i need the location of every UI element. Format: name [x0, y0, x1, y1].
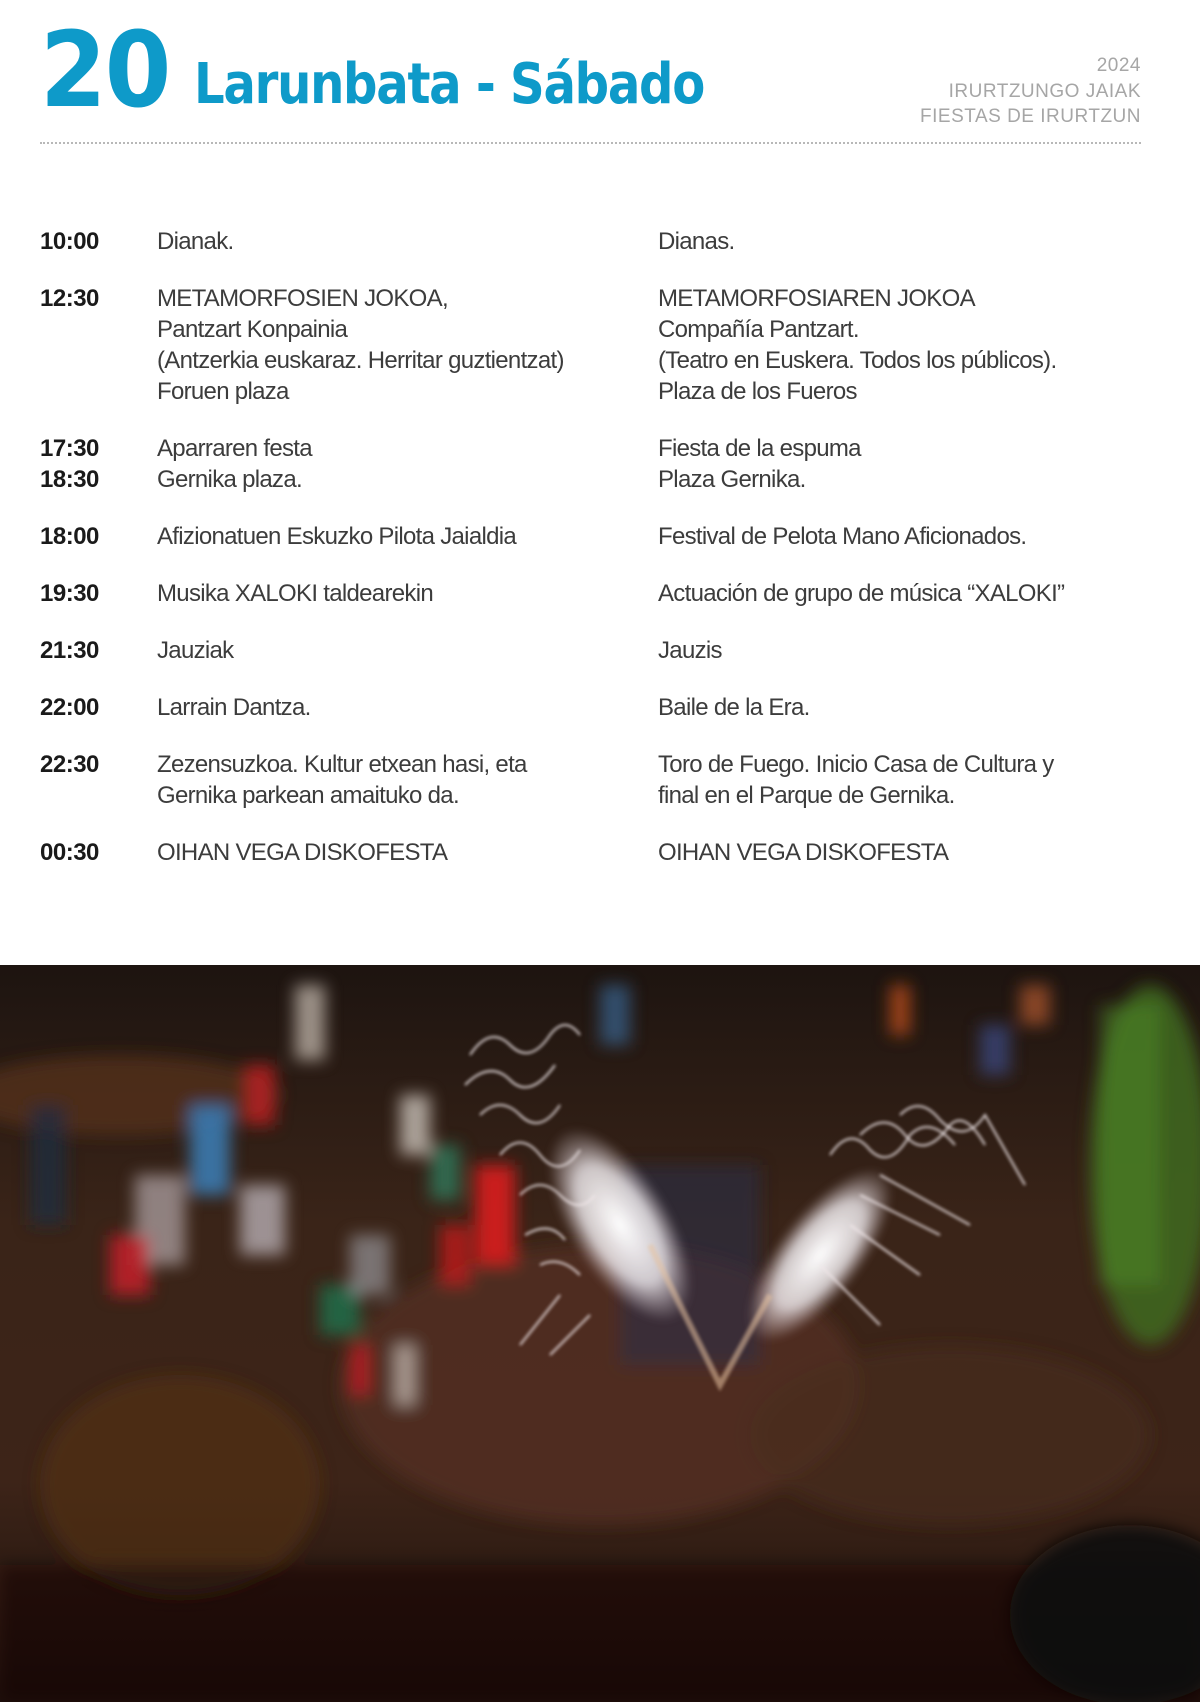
- schedule-entry: [0, 837, 1200, 868]
- description-line: Baile de la Era.: [658, 694, 810, 721]
- event-time: 19:30: [40, 580, 99, 607]
- event-time: 10:00: [40, 228, 99, 255]
- event-times: [40, 692, 140, 723]
- event-description-spanish: [658, 578, 1158, 609]
- event-description-basque: [157, 635, 627, 666]
- event-times: [40, 226, 140, 257]
- event-description-basque: [157, 226, 627, 257]
- event-times: [40, 635, 140, 666]
- event-times: [40, 283, 140, 314]
- event-description-basque: [157, 837, 627, 868]
- event-description-basque: [157, 433, 627, 495]
- description-line: Toro de Fuego. Inicio Casa de Cultura y: [658, 751, 1054, 778]
- event-description-spanish: [658, 837, 1158, 868]
- schedule-entry: [0, 635, 1200, 666]
- schedule-entry: [0, 692, 1200, 723]
- description-line: Foruen plaza: [157, 378, 289, 405]
- description-line: OIHAN VEGA DISKOFESTA: [157, 839, 448, 866]
- description-line: Afizionatuen Eskuzko Pilota Jaialdia: [157, 523, 517, 550]
- festival-title-spanish: FIESTAS DE IRURTZUN: [920, 106, 1141, 127]
- event-description-basque: [157, 749, 627, 811]
- event-times: [40, 749, 140, 780]
- description-line: Gernika parkean amaituko da.: [157, 782, 459, 809]
- firework-bull-crowd-photo: [0, 965, 1200, 1702]
- day-number: 20: [40, 9, 170, 131]
- description-line: METAMORFOSIAREN JOKOA: [658, 285, 975, 312]
- description-line: Gernika plaza.: [157, 466, 302, 493]
- description-line: Pantzart Konpainia: [157, 316, 348, 343]
- description-line: Plaza Gernika.: [658, 466, 806, 493]
- photo-illustration: [0, 965, 1200, 1702]
- event-times: [40, 433, 140, 495]
- event-description-spanish: [658, 433, 1158, 495]
- festival-title-basque: IRURTZUNGO JAIAK: [948, 80, 1141, 102]
- event-time: 18:30: [40, 466, 99, 493]
- description-line: Dianak.: [157, 228, 234, 255]
- event-description-spanish: [658, 226, 1158, 257]
- event-description-basque: [157, 692, 627, 723]
- event-description-spanish: [658, 521, 1158, 552]
- description-line: (Teatro en Euskera. Todos los públicos).: [658, 347, 1057, 374]
- festival-year: 2024: [1096, 55, 1141, 76]
- schedule-entry: [0, 749, 1200, 811]
- event-times: [40, 578, 140, 609]
- event-time: 22:30: [40, 751, 99, 778]
- event-time: 22:00: [40, 694, 99, 721]
- description-line: Actuación de grupo de música “XALOKI”: [658, 580, 1065, 607]
- description-line: Musika XALOKI taldearekin: [157, 580, 433, 607]
- event-description-spanish: [658, 692, 1158, 723]
- event-times: [40, 521, 140, 552]
- description-line: Jauzis: [658, 637, 722, 664]
- event-description-spanish: [658, 635, 1158, 666]
- schedule-entry: [0, 578, 1200, 609]
- description-line: Compañía Pantzart.: [658, 316, 859, 343]
- description-line: Zezensuzkoa. Kultur etxean hasi, eta: [157, 751, 527, 778]
- schedule-entry: [0, 226, 1200, 257]
- event-time: 12:30: [40, 285, 99, 312]
- page-header: [0, 0, 1200, 150]
- schedule-entry: [0, 433, 1200, 495]
- description-line: Festival de Pelota Mano Aficionados.: [658, 523, 1027, 550]
- description-line: (Antzerkia euskaraz. Herritar guztientzat): [157, 347, 564, 374]
- description-line: Jauziak: [157, 637, 234, 664]
- event-times: [40, 837, 140, 868]
- schedule-entry: [0, 521, 1200, 552]
- description-line: final en el Parque de Gernika.: [658, 782, 955, 809]
- schedule-entry: [0, 283, 1200, 407]
- description-line: Dianas.: [658, 228, 735, 255]
- description-line: Fiesta de la espuma: [658, 435, 861, 462]
- event-time: 00:30: [40, 839, 99, 866]
- description-line: Aparraren festa: [157, 435, 312, 462]
- description-line: METAMORFOSIEN JOKOA,: [157, 285, 448, 312]
- event-description-spanish: [658, 283, 1158, 407]
- event-time: 18:00: [40, 523, 99, 550]
- event-description-basque: [157, 283, 627, 407]
- event-description-basque: [157, 578, 627, 609]
- description-line: OIHAN VEGA DISKOFESTA: [658, 839, 949, 866]
- event-time: 21:30: [40, 637, 99, 664]
- description-line: Plaza de los Fueros: [658, 378, 857, 405]
- event-description-spanish: [658, 749, 1158, 811]
- day-name-title: Larunbata - Sábado: [194, 52, 705, 117]
- festival-brand: [920, 53, 1141, 130]
- event-time: 17:30: [40, 435, 99, 462]
- description-line: Larrain Dantza.: [157, 694, 311, 721]
- dotted-divider: [40, 142, 1141, 144]
- event-description-basque: [157, 521, 627, 552]
